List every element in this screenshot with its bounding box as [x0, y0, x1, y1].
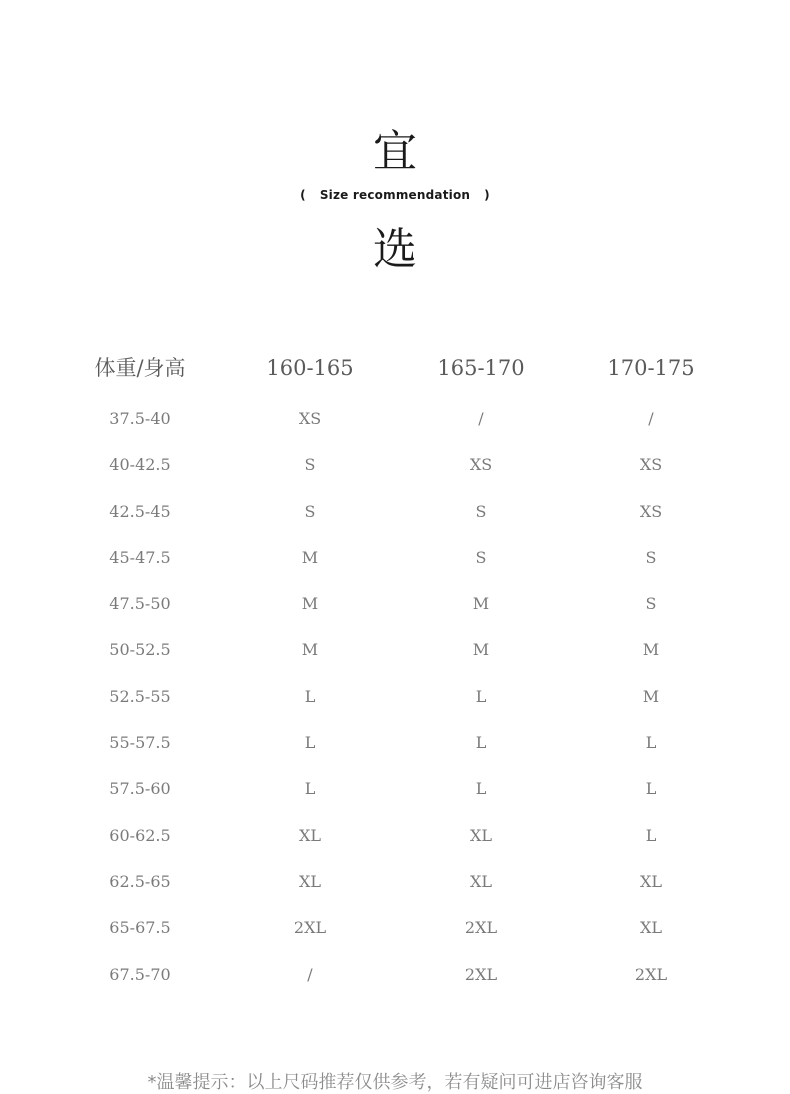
title-bottom-character: 选 [373, 224, 417, 275]
weight-cell: 65-67.5 [109, 918, 171, 938]
subtitle-text: Size recommendation [319, 188, 471, 202]
size-cell: XL [298, 825, 321, 845]
size-cell: 2XL [464, 918, 498, 938]
size-cell: S [645, 594, 657, 614]
weight-cell: 55-57.5 [109, 733, 171, 753]
size-cell: L [475, 686, 487, 706]
size-cell: 2XL [634, 964, 668, 984]
weight-cell: 42.5-45 [109, 501, 171, 521]
table-row [0, 621, 790, 667]
size-cell: S [475, 547, 487, 567]
table-row [0, 807, 790, 853]
size-cell: / [478, 409, 484, 428]
size-cell: L [645, 825, 657, 845]
size-cell: M [642, 686, 660, 706]
weight-cell: 50-52.5 [109, 640, 171, 660]
header-height-170-175: 170-175 [607, 356, 695, 380]
size-cell: XL [639, 918, 662, 938]
table-row [0, 760, 790, 806]
size-cell: XS [469, 455, 493, 475]
size-cell: L [645, 733, 657, 753]
weight-cell: 47.5-50 [109, 594, 171, 614]
size-cell: 2XL [464, 964, 498, 984]
title-top-character: 宜 [373, 126, 417, 177]
size-cell: XS [639, 501, 663, 521]
table-row [0, 483, 790, 529]
size-cell: XL [469, 825, 492, 845]
table-row [0, 714, 790, 760]
size-table [0, 350, 790, 992]
subtitle-left-paren: ( [300, 188, 306, 202]
footer-note: *温馨提示：以上尺码推荐仅供参考，若有疑问可进店咨询客服 [147, 1072, 643, 1093]
weight-cell: 40-42.5 [109, 455, 171, 475]
table-row [0, 668, 790, 714]
weight-cell: 60-62.5 [109, 825, 171, 845]
size-cell: XS [298, 409, 322, 428]
header-height-165-170: 165-170 [437, 356, 525, 380]
size-cell: 2XL [293, 918, 327, 938]
size-cell: / [307, 964, 313, 984]
table-row [0, 529, 790, 575]
size-cell: M [301, 547, 319, 567]
size-cell: M [642, 640, 660, 660]
header-weight-height: 体重/身高 [94, 356, 186, 380]
table-row [0, 899, 790, 945]
table-row [0, 436, 790, 482]
size-cell: S [475, 501, 487, 521]
size-cell: L [475, 779, 487, 799]
subtitle [0, 188, 790, 202]
size-cell: M [472, 594, 490, 614]
table-row [0, 575, 790, 621]
table-row [0, 853, 790, 899]
size-cell: / [648, 409, 654, 428]
header-height-160-165: 160-165 [266, 356, 354, 380]
weight-cell: 37.5-40 [109, 409, 171, 428]
weight-cell: 57.5-60 [109, 779, 171, 799]
size-cell: L [304, 733, 316, 753]
size-cell: S [304, 501, 316, 521]
size-cell: L [645, 779, 657, 799]
table-row [0, 946, 790, 992]
subtitle-right-paren: ) [484, 188, 490, 202]
size-cell: L [304, 779, 316, 799]
size-cell: M [301, 640, 319, 660]
size-cell: XL [469, 871, 492, 891]
size-cell: XS [639, 455, 663, 475]
size-cell: XL [298, 871, 321, 891]
size-cell: XL [639, 871, 662, 891]
weight-cell: 52.5-55 [109, 686, 171, 706]
size-cell: S [645, 547, 657, 567]
weight-cell: 62.5-65 [109, 871, 171, 891]
size-cell: M [301, 594, 319, 614]
size-cell: L [304, 686, 316, 706]
weight-cell: 67.5-70 [109, 964, 171, 984]
table-header-row [0, 350, 790, 390]
size-cell: L [475, 733, 487, 753]
size-cell: S [304, 455, 316, 475]
size-cell: M [472, 640, 490, 660]
weight-cell: 45-47.5 [109, 547, 171, 567]
table-row [0, 390, 790, 436]
